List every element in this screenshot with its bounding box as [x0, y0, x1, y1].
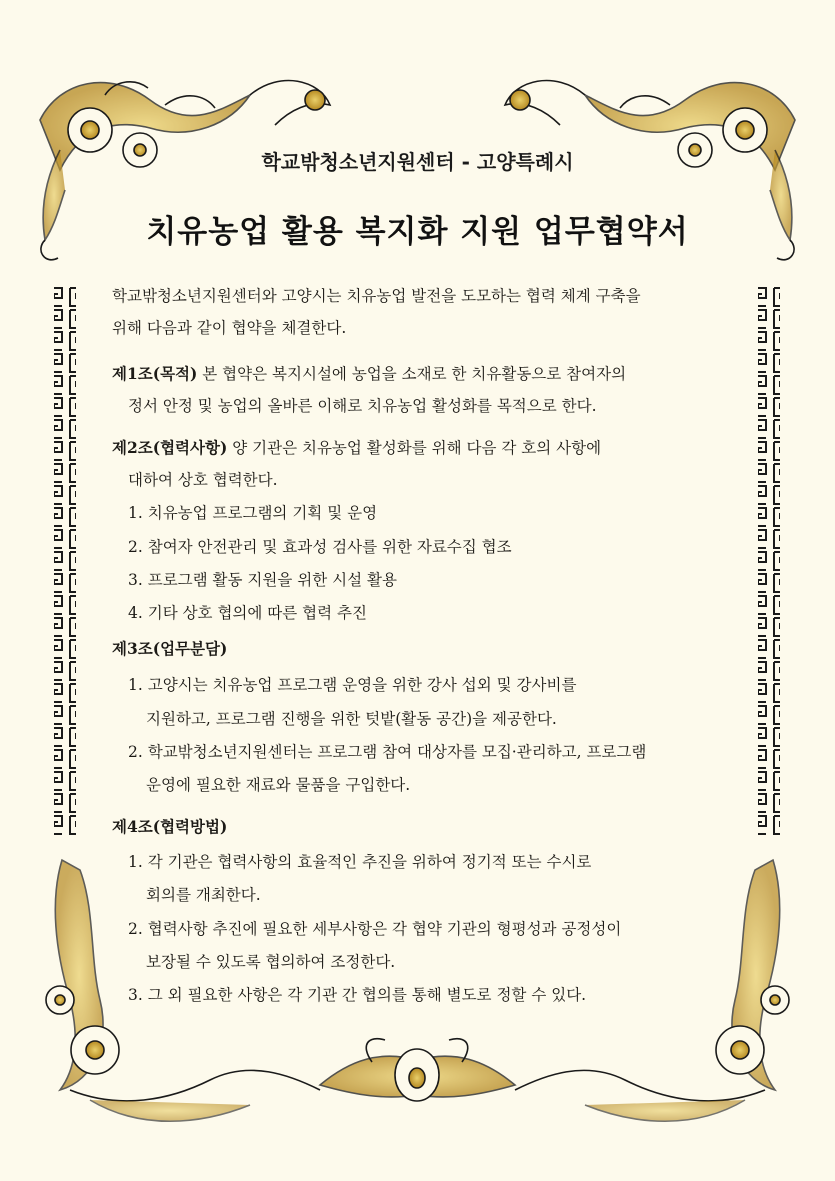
article-4-item-2-line-1: 2. 협력사항 추진에 필요한 세부사항은 각 협약 기관의 형평성과 공정성이 — [128, 920, 622, 938]
article-3-item-2-line-1: 2. 학교밖청소년지원센터는 프로그램 참여 대상자를 모집·관리하고, 프로그램 — [128, 743, 647, 761]
article-3-heading: 제3조(업무분담) — [112, 639, 228, 658]
article-2-item-1: 1. 치유농업 프로그램의 기획 및 운영 — [128, 504, 378, 522]
article-2-line-1: 양 기관은 치유농업 활성화를 위해 다음 각 호의 사항에 — [227, 439, 602, 457]
right-meander-band — [758, 285, 780, 835]
intro-line-1: 학교밖청소년지원센터와 고양시는 치유농업 발전을 도모하는 협력 체계 구축을 — [112, 287, 641, 305]
article-1-heading: 제1조(목적) — [112, 364, 198, 383]
article-1 — [112, 358, 712, 422]
article-2-heading: 제2조(협력사항) — [112, 438, 228, 457]
bottom-center-floral-ornament — [320, 1039, 515, 1101]
article-2-item-2: 2. 참여자 안전관리 및 효과성 검사를 위한 자료수집 협조 — [128, 538, 512, 556]
article-2-item-4: 4. 기타 상호 협의에 따른 협력 추진 — [128, 604, 368, 622]
article-3-item-2-line-2: 운영에 필요한 재료와 물품을 구입한다. — [146, 776, 411, 794]
document-subtitle: 학교밖청소년지원센터 - 고양특례시 — [261, 150, 574, 174]
article-1-line-2: 정서 안정 및 농업의 올바른 이해로 치유농업 활성화를 목적으로 한다. — [128, 397, 597, 415]
article-4-heading: 제4조(협력방법) — [112, 817, 228, 836]
left-meander-band — [54, 285, 76, 835]
article-2-line-2: 대하여 상호 협력한다. — [128, 471, 278, 489]
article-3-item-1-line-1: 1. 고양시는 치유농업 프로그램 운영을 위한 강사 섭외 및 강사비를 — [128, 676, 577, 694]
article-1-line-1: 본 협약은 복지시설에 농업을 소재로 한 치유활동으로 참여자의 — [197, 365, 627, 383]
article-2 — [112, 432, 712, 496]
intro-line-2: 위해 다음과 같이 협약을 체결한다. — [112, 319, 347, 337]
article-4-item-2-line-2: 보장될 수 있도록 협의하여 조정한다. — [146, 953, 396, 971]
article-2-item-3: 3. 프로그램 활동 지원을 위한 시설 활용 — [128, 571, 397, 589]
document-title: 치유농업 활용 복지화 지원 업무협약서 — [146, 214, 689, 250]
article-4-item-1-line-2: 회의를 개최한다. — [146, 886, 261, 904]
article-4-item-3: 3. 그 외 필요한 사항은 각 기관 간 협의를 통해 별도로 정할 수 있다. — [128, 986, 587, 1004]
intro-paragraph — [112, 280, 712, 344]
article-3-item-1-line-2: 지원하고, 프로그램 진행을 위한 텃밭(활동 공간)을 제공한다. — [146, 710, 557, 728]
article-4-item-1-line-1: 1. 각 기관은 협력사항의 효율적인 추진을 위하여 정기적 또는 수시로 — [128, 853, 592, 871]
